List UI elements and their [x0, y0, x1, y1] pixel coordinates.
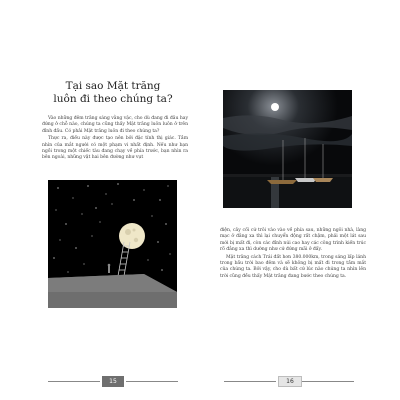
footer-rule: [302, 381, 354, 382]
left-paragraph-1: Vào những đêm trăng sáng vằng vặc, cho dù đang đi đâu hay đứng ở chỗ nào, chúng ta cũng thấy Mặt trăng luôn luôn ở trên đỉnh đầu. Có phải Mặt trăng luôn đi theo chúng ta?: [42, 116, 188, 134]
footer-rule: [126, 381, 178, 382]
page-number: 15: [102, 376, 124, 387]
left-body-text: [42, 116, 188, 163]
page-title: [34, 80, 192, 106]
right-page-footer: [210, 376, 368, 388]
page-number: 16: [278, 376, 302, 387]
footer-rule: [48, 381, 100, 382]
right-paragraph-1: điện, cây cối cứ trôi vào vào về phía sau, những ngôi nhà, làng mạc ở đằng xa thì lại chuyển động rất chậm, phải một lát sau mới bị mất đi, còn các đỉnh núi cao hay các công trình kiến trúc rõ đằng xa thì dường như cứ đứng mãi ở đấy.: [220, 228, 366, 253]
right-page: [210, 58, 368, 385]
right-body-text: [220, 228, 366, 281]
left-paragraph-2: Thực ra, điều này được tạo nên bởi đặc tính thị giác. Tầm nhìn của mắt người có một phạm vi nhất định. Nếu như bạn ngồi trong một chiếc tàu đang chạy về phía trước, bạn nhìn ra bên ngoài, những vật hai bên đường như vụt: [42, 136, 188, 161]
left-page: [34, 58, 192, 385]
moonlit-harbor-photo: [223, 90, 352, 208]
moon-ladder-illustration: [48, 180, 177, 308]
title-line-2: luôn đi theo chúng ta?: [53, 93, 173, 105]
left-page-footer: [34, 376, 192, 388]
title-line-1: Tại sao Mặt trăng: [65, 80, 161, 92]
right-paragraph-2: Mặt trăng cách Trái đất hơn 380.000km, trong sáng lấp lánh trong bầu trời bao đêm và sẽ không bị mất đi trong tầm mắt của chúng ta. Bởi vậy, cho dù bất cứ lúc nào chúng ta nhìn lên trời cũng đều thấy Mặt trăng đang bước theo chúng ta.: [220, 254, 366, 279]
footer-rule: [224, 381, 276, 382]
